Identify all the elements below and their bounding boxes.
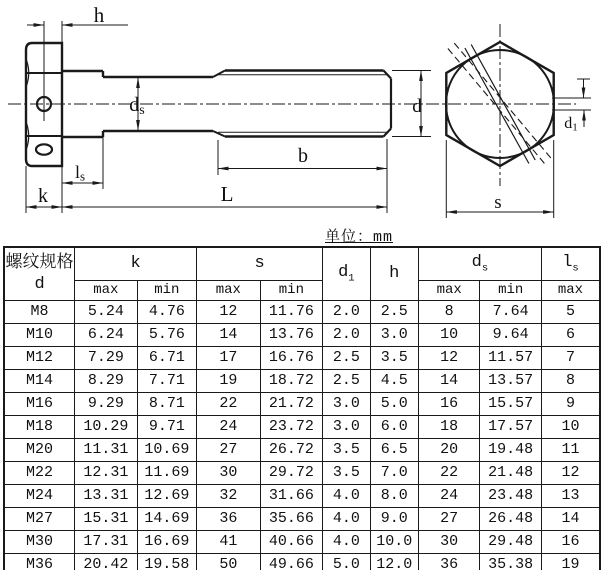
table-cell: 3.0 <box>323 416 370 439</box>
table-cell: 24 <box>197 416 261 439</box>
thread-symbol-text: d <box>34 275 45 294</box>
table-cell: 2.5 <box>370 301 418 324</box>
table-cell: 29.72 <box>260 462 323 485</box>
table-cell: 6.24 <box>75 324 138 347</box>
table-cell: 23.48 <box>480 485 542 508</box>
label-k: k <box>38 185 48 207</box>
head-hole-oblique <box>36 144 52 154</box>
table-cell: 4.76 <box>137 301 197 324</box>
table-cell: 49.66 <box>260 554 323 570</box>
table-cell: M18 <box>4 416 75 439</box>
dimension-table <box>3 246 601 570</box>
table-row <box>4 370 600 393</box>
header-ds-max: max <box>418 281 480 301</box>
table-cell: 7.29 <box>75 347 138 370</box>
table-cell: 3.5 <box>323 439 370 462</box>
table-cell: 19 <box>197 370 261 393</box>
table-row <box>4 508 600 531</box>
table-cell: 4.0 <box>323 531 370 554</box>
header-ls-max: max <box>541 281 600 301</box>
dim-d1-extension <box>552 79 591 110</box>
table-cell: 3.0 <box>370 324 418 347</box>
table-cell: 11 <box>541 439 600 462</box>
table-cell: 5.24 <box>75 301 138 324</box>
table-cell: 14 <box>541 508 600 531</box>
unit-note: 单位：mm <box>325 229 394 246</box>
table-cell: 12.31 <box>75 462 138 485</box>
table-cell: 16.69 <box>137 531 197 554</box>
table-cell: 27 <box>418 508 480 531</box>
table-cell: 14 <box>197 324 261 347</box>
table-cell: 36 <box>418 554 480 570</box>
table-cell: 17.31 <box>75 531 138 554</box>
table-cell: 41 <box>197 531 261 554</box>
header-k-min: min <box>137 281 197 301</box>
table-cell: 18.72 <box>260 370 323 393</box>
header-ls <box>541 247 600 281</box>
table-cell: M27 <box>4 508 75 531</box>
ds-base: d <box>471 252 482 272</box>
header-row-groups <box>4 247 600 281</box>
table-cell: 10.69 <box>137 439 197 462</box>
header-k-max: max <box>75 281 138 301</box>
table-cell: 11.69 <box>137 462 197 485</box>
table-cell: 26.72 <box>260 439 323 462</box>
table-cell: 8 <box>418 301 480 324</box>
table-row <box>4 347 600 370</box>
table-cell: 5 <box>541 301 600 324</box>
table-cell: 12 <box>197 301 261 324</box>
bolt-drawing <box>0 0 605 224</box>
table-cell: 5.0 <box>370 393 418 416</box>
table-cell: 21.72 <box>260 393 323 416</box>
table-cell: M14 <box>4 370 75 393</box>
ls-sub: s <box>572 262 579 275</box>
table-cell: 12 <box>541 462 600 485</box>
header-s-max: max <box>197 281 261 301</box>
table-cell: 10.29 <box>75 416 138 439</box>
table-row <box>4 301 600 324</box>
table-cell: 31.66 <box>260 485 323 508</box>
table-cell: M20 <box>4 439 75 462</box>
table-cell: 13.31 <box>75 485 138 508</box>
table-cell: 27 <box>197 439 261 462</box>
table-cell: 23.72 <box>260 416 323 439</box>
table-cell: 6.71 <box>137 347 197 370</box>
table-cell: 15.57 <box>480 393 542 416</box>
table-cell: 12 <box>418 347 480 370</box>
table-cell: M10 <box>4 324 75 347</box>
table-cell: 20 <box>418 439 480 462</box>
label-d: d <box>412 96 422 117</box>
table-cell: 10 <box>541 416 600 439</box>
table-cell: 9 <box>541 393 600 416</box>
ds-sub: s <box>481 262 489 275</box>
table-cell: 14.69 <box>137 508 197 531</box>
table-cell: 50 <box>197 554 261 570</box>
table-cell: 4.0 <box>323 485 370 508</box>
table-cell: 26.48 <box>480 508 542 531</box>
table-cell: M36 <box>4 554 75 570</box>
table-cell: 16.76 <box>260 347 323 370</box>
table-cell: 8.29 <box>75 370 138 393</box>
hex-head-end-view <box>446 24 554 186</box>
thread-spec-text: 螺纹规格 <box>5 253 74 273</box>
table-row <box>4 531 600 554</box>
d1-base: d <box>338 262 349 282</box>
header-h: h <box>370 247 418 301</box>
table-cell: 19.58 <box>137 554 197 570</box>
table-cell: 22 <box>418 462 480 485</box>
header-k: k <box>75 247 197 281</box>
table-row <box>4 462 600 485</box>
table-cell: M16 <box>4 393 75 416</box>
table-row <box>4 416 600 439</box>
table-cell: 17 <box>197 347 261 370</box>
label-b: b <box>298 145 308 167</box>
table-cell: M8 <box>4 301 75 324</box>
table-cell: 21.48 <box>480 462 542 485</box>
table-cell: 8.71 <box>137 393 197 416</box>
table-cell: 24 <box>418 485 480 508</box>
table-cell: 2.0 <box>323 324 370 347</box>
table-row <box>4 324 600 347</box>
table-cell: 35.66 <box>260 508 323 531</box>
table-cell: 10.0 <box>370 531 418 554</box>
table-cell: 4.0 <box>323 508 370 531</box>
table-cell: 3.5 <box>370 347 418 370</box>
table-cell: 13 <box>541 485 600 508</box>
label-ds: ds <box>129 94 145 118</box>
table-cell: 17.57 <box>480 416 542 439</box>
table-cell: 3.5 <box>323 462 370 485</box>
table-cell: 16 <box>418 393 480 416</box>
table-cell: 20.42 <box>75 554 138 570</box>
header-ds <box>418 247 541 281</box>
table-cell: 15.31 <box>75 508 138 531</box>
table-cell: 7.0 <box>370 462 418 485</box>
table-cell: 11.57 <box>480 347 542 370</box>
table-cell: 32 <box>197 485 261 508</box>
label-s: s <box>494 192 502 213</box>
table-cell: 9.29 <box>75 393 138 416</box>
table-cell: 7 <box>541 347 600 370</box>
table-cell: 2.0 <box>323 301 370 324</box>
table-cell: 5.0 <box>323 554 370 570</box>
table-cell: 10 <box>418 324 480 347</box>
table-cell: 11.31 <box>75 439 138 462</box>
table-cell: 40.66 <box>260 531 323 554</box>
table-cell: 35.38 <box>480 554 542 570</box>
table-cell: 19 <box>541 554 600 570</box>
table-cell: 18 <box>418 416 480 439</box>
table-cell: 5.76 <box>137 324 197 347</box>
table-row <box>4 485 600 508</box>
table-cell: 4.5 <box>370 370 418 393</box>
table-cell: 12.69 <box>137 485 197 508</box>
table-cell: M12 <box>4 347 75 370</box>
table-row <box>4 393 600 416</box>
table-cell: M22 <box>4 462 75 485</box>
header-s-min: min <box>260 281 323 301</box>
table-row <box>4 439 600 462</box>
table-cell: 7.71 <box>137 370 197 393</box>
table-cell: 9.0 <box>370 508 418 531</box>
table-cell: 6.5 <box>370 439 418 462</box>
table-cell: 36 <box>197 508 261 531</box>
d1-sub: 1 <box>348 272 355 285</box>
table-cell: 30 <box>418 531 480 554</box>
table-cell: M30 <box>4 531 75 554</box>
table-cell: 11.76 <box>260 301 323 324</box>
table-cell: 7.64 <box>480 301 542 324</box>
table-cell: 29.48 <box>480 531 542 554</box>
table-cell: 9.64 <box>480 324 542 347</box>
header-row-subcolumns <box>4 281 600 301</box>
table-cell: 12.0 <box>370 554 418 570</box>
table-cell: 2.5 <box>323 347 370 370</box>
table-cell: 6 <box>541 324 600 347</box>
header-d1 <box>323 247 370 301</box>
table-cell: 6.0 <box>370 416 418 439</box>
table-cell: 9.71 <box>137 416 197 439</box>
table-cell: 13.57 <box>480 370 542 393</box>
table-cell: 3.0 <box>323 393 370 416</box>
label-ls: ls <box>74 162 86 184</box>
label-L: L <box>220 182 234 206</box>
table-cell: 19.48 <box>480 439 542 462</box>
table-cell: 8 <box>541 370 600 393</box>
table-body <box>4 301 600 570</box>
table-cell: 8.0 <box>370 485 418 508</box>
table-cell: 14 <box>418 370 480 393</box>
ls-base: l <box>562 252 573 272</box>
table-cell: 16 <box>541 531 600 554</box>
table-cell: 13.76 <box>260 324 323 347</box>
table-cell: M24 <box>4 485 75 508</box>
table-row <box>4 554 600 570</box>
label-d1: d1 <box>564 115 578 134</box>
header-s: s <box>197 247 323 281</box>
header-thread-spec <box>4 247 75 301</box>
table-cell: 30 <box>197 462 261 485</box>
label-h: h <box>93 3 105 27</box>
table-cell: 2.5 <box>323 370 370 393</box>
table-cell: 22 <box>197 393 261 416</box>
bolt-side-view <box>26 21 391 213</box>
header-ds-min: min <box>480 281 542 301</box>
